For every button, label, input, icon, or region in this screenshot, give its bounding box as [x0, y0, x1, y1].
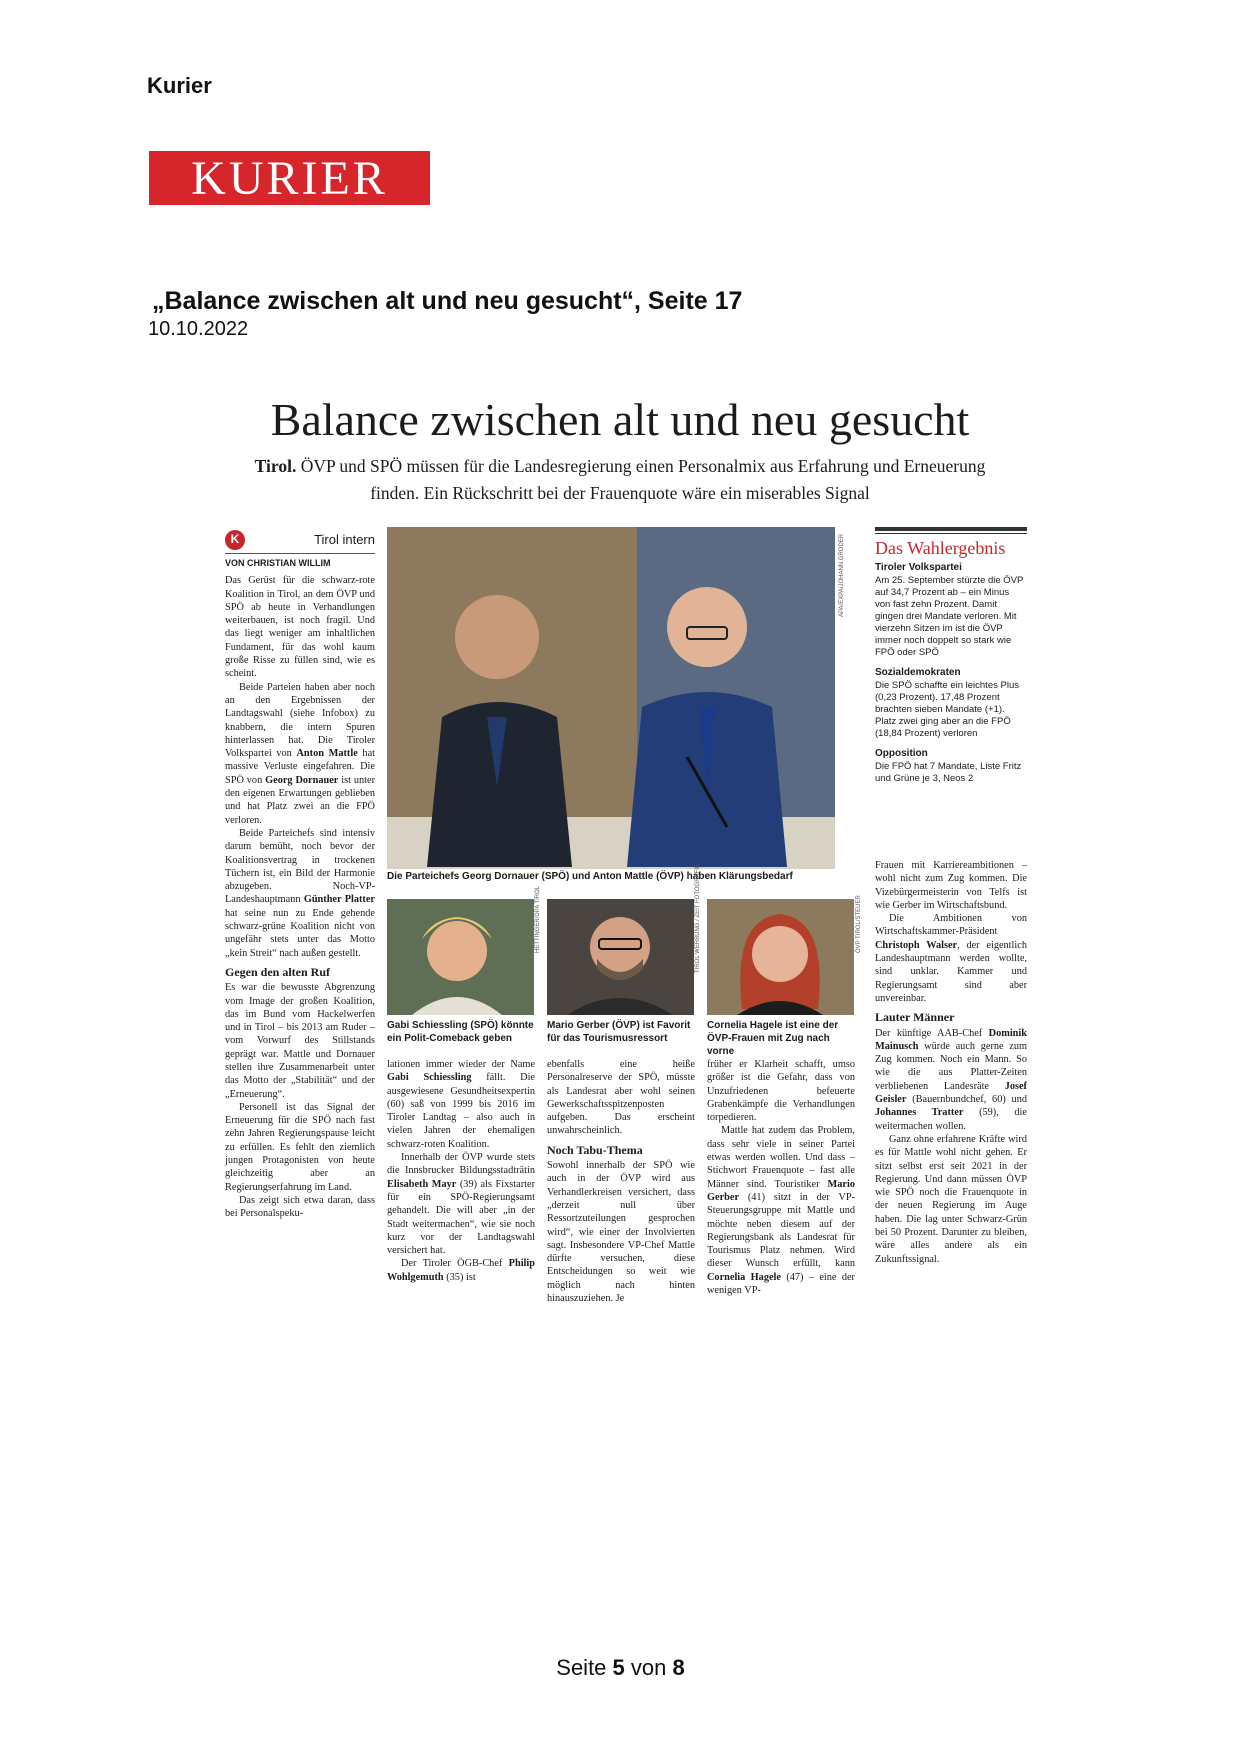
- article-column-2: [387, 1058, 535, 1284]
- subhead-text: ÖVP und SPÖ müssen für die Landesregierung einen Personalmix aus Erfahrung und Erneuerung finden. Ein Rückschritt bei der Frauenquote wäre ein miserables Signal: [296, 456, 986, 503]
- paragraph: Personell ist das Signal der Erneuerung für die SPÖ nach fast zehn Jahren Regierungspause leicht zu erfüllen. Es fehlt den ziemlich jungen Protagonisten von heute gleichzeitig aber an Regierungserfahrung im Land.: [225, 1101, 375, 1193]
- paragraph: Der Tiroler ÖGB-Chef Philip Wohlgemuth (35) ist: [387, 1258, 535, 1283]
- document-title: „Balance zwischen alt und neu gesucht“, Seite 17: [152, 287, 743, 315]
- document-date: 10.10.2022: [148, 318, 249, 340]
- infobox-heading: Sozialdemokraten: [875, 667, 961, 678]
- paragraph: Der künftige AAB-Chef Dominik Mainusch würde auch gerne zum Zug kommen. Noch ein Mann. So wie die aus Platter-Zeiten verbliebenen Landesräte Josef Geisler (Bauernbundchef, 60) und Johannes Tratter (59), die weitermachen wollen.: [875, 1027, 1027, 1132]
- photo-caption: Gabi Schiessling (SPÖ) könnte ein Polit-Comeback geben: [387, 1020, 534, 1044]
- paragraph: Ganz ohne erfahrene Kräfte wird es für Mattle wohl nicht gehen. Er sitzt selbst erst seit 2021 in der Regierung. Und dann müssen ÖVP wie SPÖ noch die Frauenquote in der neuen Regierung im Auge haben. Die lag unter Schwarz-Grün bei 50 Prozent. Darunter zu bleiben, wäre alles andere als ein Zukunftssignal.: [875, 1133, 1027, 1265]
- paragraph: früher er Klarheit schafft, umso größer ist die Gefahr, dass von Unzufriedenen befeuerte Grabenkämpfe die Verhandlungen torpedieren.: [707, 1059, 855, 1124]
- infobox-text: Am 25. September stürzte die ÖVP auf 34,7 Prozent ab – ein Minus von fast zehn Prozent. Damit gingen drei Mandate verloren. Mit vierzehn Sitzen im ist die ÖVP immer noch doppelt so stark wie FPÖ oder SPÖ: [875, 575, 1024, 658]
- infobox-heading: Opposition: [875, 748, 928, 759]
- section-heading: Noch Tabu-Thema: [547, 1142, 643, 1157]
- article-column-5: [875, 859, 1027, 1266]
- section-heading: Lauter Männer: [875, 1010, 955, 1025]
- author-byline: VON CHRISTIAN WILLIM: [225, 558, 331, 568]
- paragraph: Sowohl innerhalb der SPÖ wie auch in der ÖVP wird aus Verhandlerkreisen versichert, dass „derzeit null über Ressortzuteilungen gesprochen wird“, wie einer der Involvierten sagt. Insbesondere VP-Chef Mattle dürfte versuchen, diese Entscheidungen so weit wie möglich nach hinten hinauszuziehen. Je: [547, 1160, 695, 1305]
- paragraph: Innerhalb der ÖVP wurde stets die Innsbrucker Bildungsstadträtin Elisabeth Mayr (39) als Fixstarter für ein SPÖ-Regierungsamt gehandelt. Die will aber „in der Stadt weitermachen“, wie sie noch kurz vor der Landtagswahl versichert hat.: [387, 1152, 536, 1257]
- photo-caption: Mario Gerber (ÖVP) ist Favorit für das Tourismusressort: [547, 1020, 691, 1044]
- photo-hagele-illustration: [707, 899, 854, 1015]
- newspaper-clipping: [215, 393, 1025, 1323]
- main-photo-caption: Die Parteichefs Georg Dornauer (SPÖ) und Anton Mattle (ÖVP) haben Klärungsbedarf: [387, 871, 793, 882]
- paragraph: Mattle hat zudem das Problem, dass sehr viele in seiner Partei etwas werden wollen. Und dass – Stichwort Frauenquote – fast alle Männer sind. Touristiker Mario Gerber (41) sitzt in der VP-Steuerungsgruppe mit Mattle und möchte neben diesem auf der Regierungsbank als Landesrat für Tourismus Platz nehmen. Wird dieser Wunsch erfüllt, kann Cornelia Hagele (47) – eine der wenigen VP-: [707, 1125, 855, 1297]
- photo-credit: HETTINGER/DPA TIROL: [535, 885, 541, 953]
- paragraph: Es war die bewusste Abgrenzung vom Image der großen Koalition, das im Bund vom Hackelwerfen und in Tirol – bis 2013 am Ruder – vom Vorwurf des Stillstands geprägt war. Mattle und Dornauer stellen ihre Zusammenarbeit unter das Motto der „Stabilität“ und der „Erneuerung“.: [225, 982, 375, 1100]
- infobox-rule: [875, 527, 1027, 534]
- kurier-k-badge: K: [225, 530, 245, 550]
- photo-schiessling-illustration: [387, 899, 534, 1015]
- current-page: 5: [612, 1655, 625, 1680]
- main-photo-illustration: [387, 527, 835, 869]
- article-subhead: [245, 453, 995, 507]
- paragraph: Frauen mit Karriereambitionen – wohl nicht zum Zug kommen. Die Vizebürgermeisterin von Telfs ist wie Gerber im Wirtschaftsbund.: [875, 860, 1027, 911]
- kurier-logo: KURIER: [149, 151, 430, 205]
- infobox-text: Die SPÖ schaffte ein leichtes Plus (0,23 Prozent). 17,48 Prozent brachten sieben Mandate (+1). Platz zwei ging aber an die FPÖ (18,84 Prozent) verloren: [875, 680, 1019, 739]
- infobox-heading: Tiroler Volkspartei: [875, 562, 962, 573]
- article-headline: Balance zwischen alt und neu gesucht: [270, 394, 970, 445]
- main-photo: [387, 527, 845, 869]
- subhead-lead: Tirol.: [254, 456, 297, 476]
- paragraph: Die Ambitionen von Wirtschaftskammer-Präsident Christoph Walser, der eigentlich Landeshauptmann werden wollte, sind unklar. Kammer und Regierungsamt sind aber unvereinbar.: [875, 913, 1027, 1004]
- photo-hagele: [707, 899, 854, 1015]
- photo-credit: APA/EXPA/JOHANN GRODER: [839, 533, 845, 617]
- photo-credit: TIROL WERBUNG / ZEIT FOTOGRAFIE: [695, 864, 701, 973]
- page-footer: Seite 5 von 8: [556, 1655, 685, 1680]
- section-heading: Gegen den alten Ruf: [225, 964, 330, 979]
- photo-credit: ÖVP TIROL/STEUER: [856, 895, 862, 953]
- paragraph: Beide Parteichefs sind intensiv darum bemüht, noch bevor der Koalitionsvertrag in trockenen Tüchern ist, ein Bild der Harmonie abzugeben. Noch-VP-Landeshauptmann Günther Platter hat seine nun zu Ende gehende schwarz-grüne Koalition nicht von ungefähr stets unter das Motto „kein Streit“ nach außen gestellt.: [225, 827, 375, 959]
- photo-caption: Cornelia Hagele ist eine der ÖVP-Frauen mit Zug nach vorne: [707, 1020, 839, 1057]
- photo-gerber-illustration: [547, 899, 694, 1015]
- photo-gerber: [547, 899, 694, 1015]
- article-column-1: [225, 530, 375, 1221]
- column-label: Tirol intern: [314, 532, 375, 548]
- paragraph: Das Gerüst für die schwarz-rote Koalition in Tirol, an dem ÖVP und SPÖ ab heute in Verhandlungen weiterbauen, ist noch fragil. Und das liegt weniger am inhaltlichen Fundament, für das wohl kaum große Risse zu füllen sind, wie es scheint.: [225, 575, 375, 680]
- article-column-3: [547, 1058, 695, 1305]
- paragraph: Beide Parteien haben aber noch an den Ergebnissen der Landtagswahl (siehe Infobox) zu knabbern, die intern Spuren hinterlassen hat. Die Tiroler Volkspartei von Anton Mattle hat massive Verluste eingefahren. Die SPÖ von Georg Dornauer ist unter den eigenen Erwartungen geblieben und hat Platz zwei an die FPÖ verloren.: [225, 681, 376, 826]
- photo-schiessling: [387, 899, 534, 1015]
- election-infobox: [875, 527, 1027, 785]
- paragraph: lationen immer wieder der Name Gabi Schiessling fällt. Die ausgewiesene Gesundheitsexpertin (60) saß von 1999 bis 2016 im Tiroler Landtag – also auch in vielen Jahren der ehemaligen schwarz-roten Koalition.: [387, 1059, 535, 1150]
- paragraph: Das zeigt sich etwa daran, dass bei Personalspeku-: [225, 1194, 375, 1220]
- paragraph: ebenfalls eine heiße Personalreserve der SPÖ, müsste als Landesrat aber wohl seinen Gewerkschaftsspitzenposten aufgeben. Das erscheint unwahrscheinlich.: [547, 1059, 695, 1137]
- column-header: [225, 530, 375, 554]
- source-label: Kurier: [147, 73, 212, 98]
- article-column-4: [707, 1058, 855, 1297]
- total-pages: 8: [672, 1655, 685, 1680]
- infobox-title: Das Wahlergebnis: [875, 538, 1006, 558]
- infobox-text: Die FPÖ hat 7 Mandate, Liste Fritz und Grüne je 3, Neos 2: [875, 761, 1022, 784]
